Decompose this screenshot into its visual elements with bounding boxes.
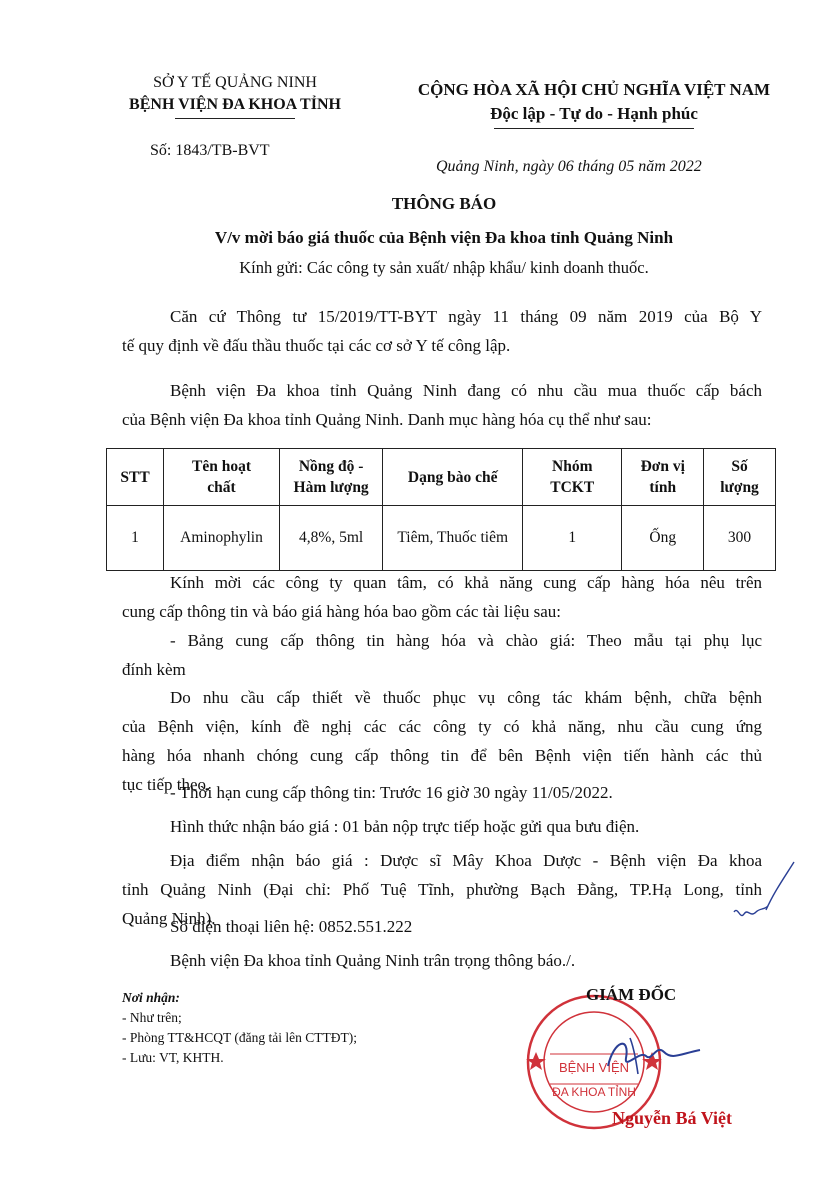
table-cell: Ống bbox=[622, 506, 704, 571]
seal-text: ĐA KHOA TỈNH bbox=[552, 1085, 636, 1099]
text-line: cung cấp thông tin và báo giá hàng hóa bao gồm các tài liệu sau: bbox=[122, 602, 562, 621]
text-line: Hình thức nhận báo giá : 01 bản nộp trực tiếp hoặc gửi qua bưu điện. bbox=[170, 817, 640, 836]
country-name: CỘNG HÒA XÃ HỘI CHỦ NGHĨA VIỆT NAM bbox=[417, 80, 771, 99]
national-motto: Độc lập - Tự do - Hạnh phúc bbox=[490, 104, 698, 123]
recipients-title: Nơi nhận: bbox=[122, 990, 180, 1005]
table-cell: 1 bbox=[523, 506, 622, 571]
table-cell: Aminophylin bbox=[164, 506, 280, 571]
paragraph-invitation bbox=[122, 568, 762, 626]
text-line: Bệnh viện Đa khoa tỉnh Quảng Ninh đang có nhu cầu mua thuốc cấp bách bbox=[170, 381, 762, 400]
recipients-block bbox=[122, 988, 357, 1068]
initial-mark-icon bbox=[728, 860, 798, 930]
table-row bbox=[107, 506, 776, 571]
text-line: tỉnh Quảng Ninh (Đại chỉ: Phố Tuệ Tĩnh, phường Bạch Đằng, TP.Hạ Long, tỉnh bbox=[122, 880, 762, 899]
text-line: Số điện thoại liên hệ: 0852.551.222 bbox=[170, 917, 413, 936]
header-underline-right bbox=[494, 128, 694, 129]
text-line: Căn cứ Thông tư 15/2019/TT-BYT ngày 11 tháng 09 năm 2019 của Bộ Y bbox=[170, 307, 762, 326]
text-line: Kính mời các công ty quan tâm, có khả năng cung cấp hàng hóa nêu trên bbox=[170, 573, 762, 592]
goods-table bbox=[106, 448, 776, 571]
table-cell: Tiêm, Thuốc tiêm bbox=[383, 506, 523, 571]
document-title: THÔNG BÁO bbox=[391, 194, 497, 213]
text-line: - Bảng cung cấp thông tin hàng hóa và chào giá: Theo mẫu tại phụ lục bbox=[170, 631, 762, 650]
text-line: Bệnh viện Đa khoa tỉnh Quảng Ninh trân trọng thông báo./. bbox=[170, 951, 576, 970]
text-line: Địa điểm nhận báo giá : Dược sĩ Mây Khoa Dược - Bệnh viện Đa khoa bbox=[170, 851, 762, 870]
paragraph-documents bbox=[122, 626, 762, 684]
recipient-item: - Lưu: VT, KHTH. bbox=[122, 1050, 224, 1065]
signer-name: Nguyễn Bá Việt bbox=[612, 1108, 733, 1128]
column-header: Số lượng bbox=[704, 449, 776, 506]
table-cell: 4,8%, 5ml bbox=[279, 506, 382, 571]
addressee: Kính gửi: Các công ty sản xuất/ nhập khẩu/ kinh doanh thuốc. bbox=[239, 258, 649, 277]
column-header: Dạng bào chế bbox=[383, 449, 523, 506]
issuing-organization bbox=[110, 72, 360, 119]
text-line: hàng hóa nhanh chóng cung cấp thông tin để bên Bệnh viện tiến hành các thủ bbox=[122, 746, 762, 765]
document-subject: V/v mời báo giá thuốc của Bệnh viện Đa khoa tỉnh Quảng Ninh bbox=[214, 228, 674, 247]
paragraph-contact-phone bbox=[122, 912, 762, 941]
national-title bbox=[378, 78, 810, 129]
recipient-item: - Như trên; bbox=[122, 1010, 182, 1025]
paragraph-closing bbox=[122, 946, 762, 975]
text-line: đính kèm bbox=[122, 660, 186, 679]
recipient-item: - Phòng TT&HCQT (đăng tải lên CTTĐT); bbox=[122, 1030, 357, 1045]
text-line: tục tiếp theo. bbox=[122, 775, 211, 794]
column-header: STT bbox=[107, 449, 164, 506]
ministry-name: SỞ Y TẾ QUẢNG NINH bbox=[153, 74, 317, 91]
text-line: của Bệnh viện Đa khoa tỉnh Quảng Ninh. Danh mục hàng hóa cụ thể như sau: bbox=[122, 410, 652, 429]
text-line: của Bệnh viện, kính đề nghị các các công ty có khả năng, nhu cầu cung ứng bbox=[122, 717, 762, 736]
hospital-name: BỆNH VIỆN ĐA KHOA TỈNH bbox=[129, 96, 341, 113]
column-header: Nồng độ - Hàm lượng bbox=[279, 449, 382, 506]
paragraph-deadline bbox=[122, 778, 762, 807]
table-cell: 1 bbox=[107, 506, 164, 571]
place-date: Quảng Ninh, ngày 06 tháng 05 năm 2022 bbox=[436, 158, 702, 175]
header-underline-left bbox=[175, 118, 295, 119]
column-header: Nhóm TCKT bbox=[523, 449, 622, 506]
column-header: Tên hoạt chất bbox=[164, 449, 280, 506]
text-line: - Thời hạn cung cấp thông tin: Trước 16 giờ 30 ngày 11/05/2022. bbox=[170, 783, 613, 802]
signature-mark-icon bbox=[600, 1030, 710, 1080]
table-header-row bbox=[107, 449, 776, 506]
document-number: Số: 1843/TB-BVT bbox=[150, 142, 270, 159]
paragraph-demand bbox=[122, 376, 762, 434]
text-line: Do nhu cầu cấp thiết về thuốc phục vụ công tác khám bệnh, chữa bệnh bbox=[170, 688, 762, 707]
signer-title: GIÁM ĐỐC bbox=[586, 985, 677, 1004]
text-line: Quảng Ninh). bbox=[122, 909, 216, 928]
text-line: tế quy định về đấu thầu thuốc tại các cơ sở Y tế công lập. bbox=[122, 336, 511, 355]
table-cell: 300 bbox=[704, 506, 776, 571]
column-header: Đơn vị tính bbox=[622, 449, 704, 506]
paragraph-legal-basis bbox=[122, 302, 762, 360]
seal-text: BỆNH VIỆN bbox=[558, 1060, 630, 1075]
paragraph-submission-form bbox=[122, 812, 762, 841]
